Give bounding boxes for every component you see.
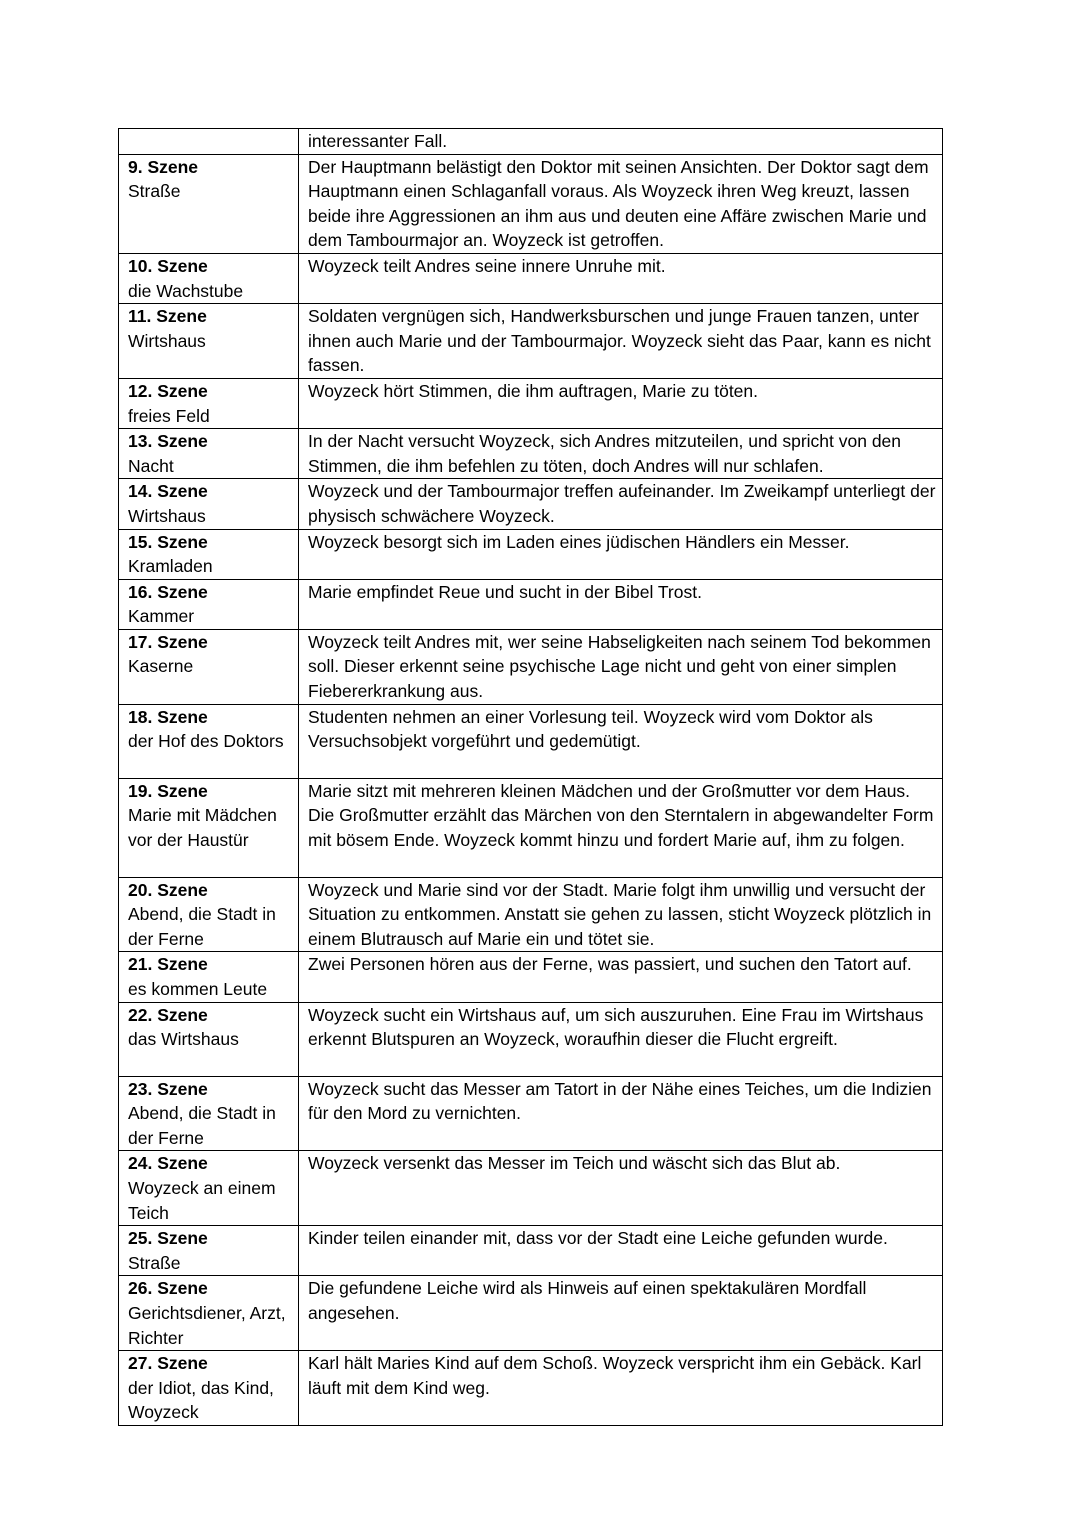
description-cell xyxy=(299,429,943,479)
table-row xyxy=(119,704,943,778)
table-row xyxy=(119,579,943,629)
scene-description: Woyzeck teilt Andres mit, wer seine Habseligkeiten nach seinem Tod bekommen soll. Dieser erkennt seine psychische Lage nicht und geht von einer simplen Fiebererkrankung aus. xyxy=(308,631,931,702)
scene-number: 27. Szene xyxy=(128,1353,208,1374)
scene-place: Straße xyxy=(128,1252,181,1273)
scene-number: 25. Szene xyxy=(128,1228,208,1249)
scene-number: 18. Szene xyxy=(128,706,208,727)
scene-cell xyxy=(119,154,299,253)
scene-number: 15. Szene xyxy=(128,531,208,552)
scene-number: 14. Szene xyxy=(128,481,208,502)
scene-description: interessanter Fall. xyxy=(308,131,448,151)
scene-cell xyxy=(119,479,299,529)
scene-place: Gerichtsdiener, Arzt, Richter xyxy=(128,1302,286,1348)
scene-place: Marie mit Mädchen vor der Haustür xyxy=(128,805,277,850)
table-row xyxy=(119,1002,943,1076)
scene-number: 24. Szene xyxy=(128,1153,208,1174)
scene-description: Die gefundene Leiche wird als Hinweis auf einen spektakulären Mordfall angesehen. xyxy=(308,1278,867,1323)
description-cell xyxy=(299,154,943,253)
scene-place: Kramladen xyxy=(128,556,213,577)
scene-place: Kaserne xyxy=(128,656,194,677)
scene-place: das Wirtshaus xyxy=(128,1029,239,1050)
description-cell xyxy=(299,1351,943,1426)
scene-place: Nacht xyxy=(128,455,174,476)
scene-number: 19. Szene xyxy=(128,780,208,801)
table-row xyxy=(119,304,943,379)
scene-cell xyxy=(119,877,299,952)
description-cell xyxy=(299,877,943,952)
scene-place: Abend, die Stadt in der Ferne xyxy=(128,1103,276,1148)
scene-description: Studenten nehmen an einer Vorlesung teil. Woyzeck wird vom Doktor als Versuchsobjekt vorgeführt und gedemütigt. xyxy=(308,706,873,752)
table-row xyxy=(119,253,943,303)
scene-place: Kammer xyxy=(128,606,195,627)
scene-description: Karl hält Maries Kind auf dem Schoß. Woyzeck verspricht ihm ein Gebäck. Karl läuft mit dem Kind weg. xyxy=(308,1353,922,1398)
scene-place: Abend, die Stadt in der Ferne xyxy=(128,904,276,949)
description-cell xyxy=(299,479,943,529)
scene-place: Straße xyxy=(128,181,181,202)
table-row xyxy=(119,1226,943,1276)
scene-description: Woyzeck und Marie sind vor der Stadt. Marie folgt ihm unwillig und versucht der Situation zu entkommen. Anstatt sie gehen zu lassen, sticht Woyzeck plötzlich in einem Blutrausch auf Marie ein und tötet sie. xyxy=(308,879,932,949)
scene-description: Woyzeck hört Stimmen, die ihm auftragen, Marie zu töten. xyxy=(308,380,759,401)
scene-number: 20. Szene xyxy=(128,879,208,900)
description-cell xyxy=(299,629,943,704)
table-row xyxy=(119,952,943,1002)
scene-description: Kinder teilen einander mit, dass vor der Stadt eine Leiche gefunden wurde. xyxy=(308,1228,888,1249)
description-cell xyxy=(299,1076,943,1151)
scene-number: 16. Szene xyxy=(128,581,208,602)
scene-cell xyxy=(119,1226,299,1276)
scene-description: Woyzeck sucht das Messer am Tatort in der Nähe eines Teiches, um die Indizien für den Mord zu vernichten. xyxy=(308,1078,932,1124)
scene-cell xyxy=(119,1351,299,1426)
scene-cell xyxy=(119,778,299,877)
scene-place: Wirtshaus xyxy=(128,505,206,526)
scene-cell xyxy=(119,429,299,479)
description-cell xyxy=(299,304,943,379)
table-row xyxy=(119,1151,943,1226)
table-row xyxy=(119,529,943,579)
scene-place: es kommen Leute xyxy=(128,979,268,1000)
description-cell xyxy=(299,529,943,579)
description-cell xyxy=(299,1276,943,1351)
scene-summary-table xyxy=(118,128,943,1426)
scene-description: Woyzeck sucht ein Wirtshaus auf, um sich auszuruhen. Eine Frau im Wirtshaus erkennt Blutspuren an Woyzeck, woraufhin dieser die Flucht ergreift. xyxy=(308,1004,924,1050)
table-row xyxy=(119,778,943,877)
scene-description: Woyzeck und der Tambourmajor treffen aufeinander. Im Zweikampf unterliegt der physisch schwächere Woyzeck. xyxy=(308,481,936,526)
scene-number: 21. Szene xyxy=(128,954,208,975)
description-cell xyxy=(299,1002,943,1076)
scene-description: Woyzeck besorgt sich im Laden eines jüdischen Händlers ein Messer. xyxy=(308,531,850,552)
scene-number: 17. Szene xyxy=(128,631,208,652)
scene-description: In der Nacht versucht Woyzeck, sich Andres mitzuteilen, und spricht von den Stimmen, die ihm befehlen zu töten, doch Andres will nur schlafen. xyxy=(308,431,902,476)
scene-number: 23. Szene xyxy=(128,1078,208,1099)
scene-number: 9. Szene xyxy=(128,156,199,177)
scene-description: Marie empfindet Reue und sucht in der Bibel Trost. xyxy=(308,581,702,602)
scene-cell xyxy=(119,129,299,155)
scene-cell xyxy=(119,579,299,629)
scene-description: Woyzeck teilt Andres seine innere Unruhe mit. xyxy=(308,255,666,276)
table-row xyxy=(119,629,943,704)
scene-place: der Hof des Doktors xyxy=(128,731,284,752)
scene-description: Marie sitzt mit mehreren kleinen Mädchen und der Großmutter vor dem Haus. Die Großmutter erzählt das Märchen von den Sterntalern in abgewandelter Form mit bösem Ende. Woyzeck kommt hinzu und fordert Marie auf, ihm zu folgen. xyxy=(308,780,934,850)
scene-place: freies Feld xyxy=(128,405,210,426)
scene-number: 22. Szene xyxy=(128,1004,208,1025)
scene-place: Wirtshaus xyxy=(128,330,206,351)
scene-place: der Idiot, das Kind, Woyzeck xyxy=(128,1377,274,1423)
scene-number: 10. Szene xyxy=(128,255,208,276)
scene-cell xyxy=(119,629,299,704)
scene-cell xyxy=(119,529,299,579)
description-cell xyxy=(299,1151,943,1226)
table-row xyxy=(119,378,943,428)
scene-cell xyxy=(119,253,299,303)
table-row xyxy=(119,1351,943,1426)
description-cell xyxy=(299,253,943,303)
scene-number: 11. Szene xyxy=(128,306,207,327)
scene-place: Woyzeck an einem Teich xyxy=(128,1178,276,1223)
scene-cell xyxy=(119,1002,299,1076)
scene-cell xyxy=(119,304,299,379)
scene-number: 13. Szene xyxy=(128,431,208,452)
scene-cell xyxy=(119,378,299,428)
table-row xyxy=(119,1076,943,1151)
description-cell xyxy=(299,378,943,428)
description-cell xyxy=(299,1226,943,1276)
scene-cell xyxy=(119,952,299,1002)
description-cell xyxy=(299,129,943,155)
scene-description: Soldaten vergnügen sich, Handwerksburschen und junge Frauen tanzen, unter ihnen auch Marie und der Tambourmajor. Woyzeck sieht das Paar, kann es nicht fassen. xyxy=(308,306,931,376)
table-row xyxy=(119,154,943,253)
scene-place: die Wachstube xyxy=(128,280,244,301)
table-row xyxy=(119,429,943,479)
description-cell xyxy=(299,704,943,778)
scene-description: Der Hauptmann belästigt den Doktor mit seinen Ansichten. Der Doktor sagt dem Hauptmann einen Schlaganfall voraus. Als Woyzeck ihren Weg kreuzt, lassen beide ihre Aggressionen an ihm aus und deuten eine Affäre zwischen Marie und dem Tambourmajor an. Woyzeck ist getroffen. xyxy=(308,156,929,251)
scene-description: Zwei Personen hören aus der Ferne, was passiert, und suchen den Tatort auf. xyxy=(308,954,912,975)
table-row xyxy=(119,1276,943,1351)
description-cell xyxy=(299,778,943,877)
scene-cell xyxy=(119,1076,299,1151)
scene-cell xyxy=(119,1276,299,1351)
scene-cell xyxy=(119,1151,299,1226)
table-row xyxy=(119,877,943,952)
scene-number: 12. Szene xyxy=(128,380,208,401)
description-cell xyxy=(299,952,943,1002)
scene-description: Woyzeck versenkt das Messer im Teich und wäscht sich das Blut ab. xyxy=(308,1153,841,1174)
table-row xyxy=(119,479,943,529)
scene-cell xyxy=(119,704,299,778)
scene-number: 26. Szene xyxy=(128,1278,208,1299)
table-row xyxy=(119,129,943,155)
description-cell xyxy=(299,579,943,629)
